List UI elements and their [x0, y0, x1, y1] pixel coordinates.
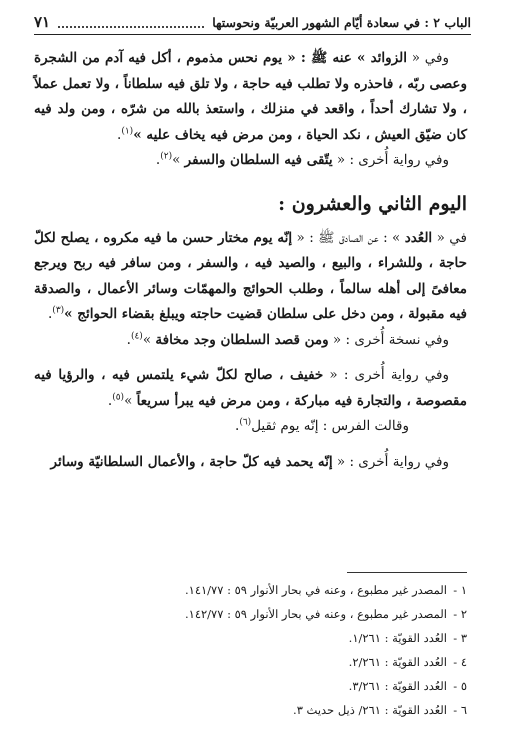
- paragraph-persians: وقالت الفرس : إنّه يوم ثقيل$^{(٦)}$.: [235, 417, 409, 434]
- footnote-ref: (٤): [130, 331, 143, 341]
- hadith-text: يتّقى فيه السلطان والسفر: [184, 152, 333, 168]
- text-run: »: [172, 152, 185, 168]
- footnote-separator: [347, 572, 467, 573]
- footnote: [34, 674, 467, 698]
- text-run: وقالت الفرس : إنّه يوم ثقيل: [251, 418, 409, 434]
- paragraph-other-narration-3: [34, 450, 467, 476]
- source-name: العُدد: [404, 229, 433, 246]
- source-name: الزوائد: [370, 50, 408, 66]
- footnote-text: العُدد القويّة : ١/٢٦١.: [348, 631, 447, 645]
- paragraph-other-narration-1: وفي رواية أُخرى : « يتّقى فيه السلطان والسفر »$^{(٢)}$.: [155, 151, 449, 168]
- footnote-number: ٤ -: [453, 655, 467, 669]
- footnote-number: ٦ -: [453, 703, 467, 717]
- footnote-ref: (٥): [112, 392, 125, 402]
- hadith-text: إنّه يحمد فيه كلّ حاجة ، والأعمال السلطانيّة وسائر: [50, 453, 333, 470]
- spacer: [34, 440, 467, 450]
- footnote-number: ١ -: [453, 583, 467, 597]
- footnote-text: المصدر غير مطبوع ، وعنه في بحار الأنوار ٥٩ : ١٤١/٧٧.: [185, 583, 447, 597]
- page-number: ٧١: [34, 13, 51, 31]
- footnotes: [34, 578, 467, 722]
- running-header: [34, 10, 471, 35]
- footnote-number: ٢ -: [453, 607, 467, 621]
- section-heading: اليوم الثاني والعشرون :: [278, 192, 467, 215]
- footnote: [34, 578, 467, 602]
- footnote-text: المصدر غير مطبوع ، وعنه في بحار الأنوار ٥٩ : ١٤٢/٧٧.: [185, 607, 447, 621]
- paragraph-zawaid: وفي « الزوائد » عنه ﷺ : « يوم نحس مذموم ، أكل فيه آدم من الشجرة وعصى ربّه ، فاحذره ولا تطلب فيه حاجة ، ولا تلق فيه سلطاناً ، ولا تعمل عملاً ، ولا تشارك أحداً ، واقعد في منزلك ، واستعذ بالله من شرّه ، ومن ولد فيه كان ضيّق العيش ، نكد الحياة ، ومن مرض فيه يخاف عليه »$^{(١)}$.: [34, 50, 467, 143]
- footnote-text: العُدد القويّة : ٢٦١/ ذيل حديث ٣.: [293, 703, 447, 717]
- text-run: وفي رواية أُخرى : «: [332, 152, 449, 168]
- text-run: وفي رواية أُخرى : «: [323, 367, 449, 383]
- text-run: »: [142, 331, 156, 348]
- text-run: وفي «: [407, 50, 449, 66]
- text-run: » : عن الصادق ﷺ : «: [292, 229, 405, 246]
- footnote-ref: (٣): [52, 305, 65, 316]
- footnote-number: ٥ -: [453, 679, 467, 693]
- footnote-text: العُدد القويّة : ٣/٢٦١.: [348, 679, 447, 693]
- chapter-title: الباب ٢ : في سعادة أيّام الشهور العربيّة ونحوستها: [212, 14, 471, 30]
- spacer: [34, 353, 467, 363]
- hadith-text: ومن قصد السلطان وجد مخافة: [155, 331, 329, 348]
- paragraph-other-narration-2: وفي رواية أُخرى : « خفيف ، صالح لكلّ شيء يلتمس فيه ، والرؤيا فيه مقصوصة ، والتجارة فيه مباركة ، ومن مرض فيه يبرأ سريعاً »$^{(٥)}$.: [34, 367, 467, 409]
- text-run: وفي رواية أُخرى : «: [332, 453, 449, 470]
- main-text: [34, 46, 467, 475]
- footnote: [34, 602, 467, 626]
- footnote: [34, 626, 467, 650]
- footnote-ref: (٦): [239, 417, 252, 428]
- paragraph-udad: في « العُدد » : عن الصادق ﷺ : « إنّه يوم مختار حسن ما فيه مكروه ، يصلح لكلّ حاجة ، وللشراء ، والبيع ، والصيد فيه ، والسفر ، ومن سافر فيه ربح ويرجع معافىً إلى أهله سالماً ، وطلب الحوائج والمهمّات وسائر الأعمال ، والصدقة فيه مقبولة ، ومن دخل على سلطان قضيت حاجته ويبلغ بقضاء الحوائج »$^{(٣)}$.: [34, 229, 467, 322]
- hadith-text: إنّه يوم مختار حسن ما فيه مكروه ، يصلح لكلّ: [34, 229, 293, 246]
- hadith-text: » عنه ﷺ : « يوم نحس مذموم ، أكل فيه آدم من الشجرة وعصى ربّه ، فاحذره ولا تطلب فيه حاجة ، ولا تلق فيه سلطاناً ، ولا تعمل عملاً ، ولا تشارك أحداً ، واقعد في منزلك ، واستعذ بالله من شرّه ، ومن ولد فيه كان ضيّق العيش ، نكد الحياة ، ومن مرض فيه يخاف عليه »: [34, 50, 467, 143]
- footnote-ref: (٢): [160, 151, 173, 162]
- text-run: في «: [432, 229, 467, 246]
- text-run: وفي نسخة أُخرى : «: [328, 331, 449, 348]
- paragraph-other-copy: وفي نسخة أُخرى : « ومن قصد السلطان وجد مخافة »$^{(٤)}$.: [126, 331, 449, 348]
- hadith-text: خفيف ، صالح لكلّ شيء يلتمس فيه ، والرؤيا فيه مقصوصة ، والتجارة فيه مباركة ، ومن مرض فيه يبرأ سريعاً: [34, 367, 467, 409]
- footnote: [34, 650, 467, 674]
- footnote-ref: (١): [121, 126, 134, 136]
- footnote: [34, 698, 467, 722]
- text-run: »: [124, 392, 137, 409]
- hadith-text-cont: حاجة ، وللشراء ، والبيع ، والصيد فيه ، والسفر ، ومن سافر فيه ربح ويرجع معافىً إلى أهله سالماً ، وطلب الحوائج والمهمّات وسائر الأعمال ، والصدقة فيه مقبولة ، ومن دخل على سلطان قضيت حاجته ويبلغ بقضاء الحوائج »: [34, 255, 467, 322]
- footnote-number: ٣ -: [453, 631, 467, 645]
- footnote-text: العُدد القويّة : ٢/٢٦١.: [348, 655, 447, 669]
- dotted-leader: [58, 16, 204, 28]
